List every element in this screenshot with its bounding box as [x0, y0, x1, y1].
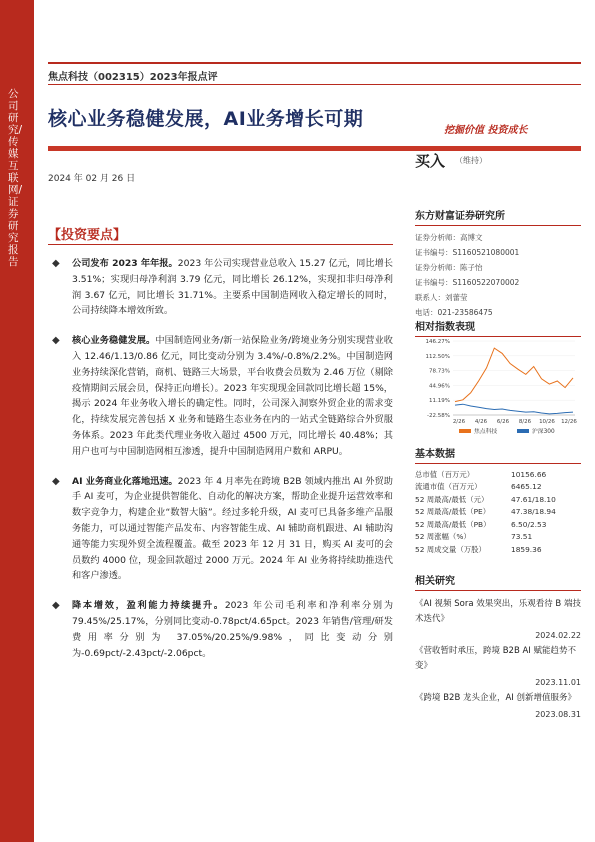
- basic-data-value: 10156.66: [511, 469, 547, 479]
- related-research-link[interactable]: 《跨境 B2B 龙头企业，AI 创新增值服务》: [415, 693, 576, 703]
- chart-legend-swatch: [459, 429, 471, 433]
- analyst-line: 证券分析师：高博文: [415, 233, 483, 242]
- basic-data-value: 6465.12: [511, 482, 542, 492]
- chart-x-tick-label: 6/26: [496, 419, 510, 425]
- basic-data-row: [415, 481, 581, 494]
- point-lead: 降本增效，盈利能力持续提升。: [72, 600, 225, 612]
- related-research-rule: [415, 590, 581, 591]
- chart-y-tick-label: -22.58%: [427, 413, 450, 419]
- point-body: 2023 年 4 月率先在跨境 B2B 领域内推出 AI 外贸助手 AI 麦可，为企业提供智能化、自动化的解决方案，帮助企业提升运营效率和数字竞争力，构建企业“数智大脑”。经过多轮升级，AI 麦可已具备多维产品服务能力，可以通过智能产品发布、内容智能生成、AI 辅助商机跟进、AI 辅助沟通等能力实现外贸全流程覆盖。截至 2023 年 12 月 31 日，购买 AI 麦可的会员数约 4000 位，现金回款超过 2000 万元。2024 年 AI 业务将持续助推迭代和客户渗透。: [72, 475, 393, 582]
- basic-data-key: 总市值（百万元）: [415, 469, 475, 479]
- sidebar: [0, 0, 34, 842]
- chart-x-tick-label: 8/26: [518, 419, 532, 425]
- basic-data-value: 6.50/2.53: [511, 519, 547, 529]
- basic-data-key: 52 周成交量（万股）: [415, 544, 486, 554]
- analyst-line: 证券分析师：陈子怡: [415, 263, 483, 272]
- rating-note: （维持）: [455, 156, 487, 165]
- related-research-date: 2024.02.22: [535, 631, 581, 640]
- basic-data-row: [415, 543, 581, 556]
- slogan: 挖掘价值 投资成长: [444, 125, 528, 136]
- investment-points-heading: 【投资要点】: [48, 228, 127, 243]
- diamond-bullet-icon: ◆: [52, 600, 60, 612]
- point-body: 2023 年公司实现营业总收入 15.27 亿元，同比增长 3.51%；实现归母净利润 3.79 亿元，同比增长 26.12%，实现扣非归母净利润 3.67 亿元，同比增长 31.71%。主要系中国制造网收入稳定增长的同时，公司持续降本增效所致。: [72, 258, 393, 317]
- basic-data-key: 52 周涨幅（%）: [415, 532, 471, 542]
- basic-data-key: 52 周最高/最低（元）: [415, 494, 489, 504]
- analyst-line: 证书编号：S1160521080001: [415, 248, 520, 257]
- basic-data-row: [415, 493, 581, 506]
- point-lead: AI 业务商业化落地迅速。: [72, 475, 178, 487]
- rating-label: 买入: [415, 152, 446, 170]
- investment-points: [48, 256, 393, 661]
- institute-panel: [415, 207, 581, 320]
- related-research-link[interactable]: 《AI 视频 Sora 效果突出，乐观看待 B 端技术迭代》: [415, 599, 581, 624]
- chart-section-title: 相对指数表现: [415, 322, 475, 333]
- accent-rule: [48, 146, 581, 151]
- page-title: 核心业务稳健发展，AI业务增长可期: [48, 108, 364, 130]
- diamond-bullet-icon: ◆: [52, 335, 60, 347]
- basic-data-row: [415, 518, 581, 531]
- chart-legend-label: 焦点科技: [474, 429, 498, 435]
- related-research-panel: [415, 572, 581, 723]
- point-lead: 核心业务稳健发展。: [72, 335, 156, 347]
- top-rule: [48, 62, 581, 64]
- related-research-date: 2023.08.31: [535, 710, 581, 719]
- chart-legend-label: 沪深300: [532, 429, 555, 435]
- basic-data-value: 47.61/18.10: [511, 494, 556, 504]
- basic-data-title: 基本数据: [415, 449, 455, 460]
- sidebar-category: 公司研究/传媒互联网/证券研究报告: [8, 88, 23, 268]
- analyst-line: 电话：021-23586475: [415, 308, 493, 317]
- chart-y-tick-label: 112.50%: [425, 353, 450, 360]
- point-body: 中国制造网业务/新一站保险业务/跨境业务分别实现营业收入 12.46/1.13/0.86 亿元，同比变动分别为 3.4%/-0.8%/2.2%。中国制造网业务持续深化营销，商机、链路三大场景，平台收费会员数为 2.46 万位（剔除疫情期间云展会员，保持正向增长）。2023 年实现现金回款同比增长超 15%，揭示 2024 年业务收入增长的确定性。同时，公司深入洞察外贸企业的需求变化，持续发展完善包括 X 业务和链路生态业务在内的一站式全链路综合外贸服务体系。2023 年此类代理业务收入超过 4500 万元，同比增长 40.48%；其用户也可与中国制造网相互渗透，提升中国制造网用户数和 ARPU。: [72, 335, 393, 457]
- related-research-date: 2023.11.01: [535, 678, 581, 687]
- report-date: 2024 年 02 月 26 日: [48, 174, 136, 184]
- basic-data-key: 流通市值（百万元）: [415, 482, 482, 492]
- chart-y-tick-label: 11.19%: [429, 398, 450, 405]
- chart-x-tick-label: 2/26: [452, 419, 466, 425]
- point-item: [48, 474, 393, 585]
- basic-data-key: 52 周最高/最低（PB）: [415, 519, 491, 529]
- chart-x-tick-label: 10/26: [539, 419, 555, 425]
- analyst-line: 联系人：刘蕾莹: [415, 293, 468, 302]
- related-research-title: 相关研究: [415, 576, 455, 587]
- point-lead: 公司发布 2023 年年报。: [72, 258, 178, 269]
- point-item: [48, 333, 393, 459]
- basic-data-panel: [415, 445, 581, 556]
- chart-x-tick-label: 12/26: [561, 419, 577, 425]
- point-item: [48, 256, 393, 319]
- basic-data-value: 73.51: [511, 532, 533, 542]
- chart-y-tick-label: 146.27%: [425, 339, 450, 345]
- chart-y-tick-label: 44.96%: [429, 383, 450, 390]
- report-header: 焦点科技（002315）2023年报点评: [48, 72, 218, 83]
- point-item: [48, 598, 393, 661]
- chart-series-line: [455, 404, 573, 414]
- institute-name: 东方财富证券研究所: [415, 211, 505, 222]
- points-rule: [48, 244, 393, 245]
- chart-y-tick-label: 78.73%: [429, 368, 450, 375]
- chart-svg: [415, 333, 581, 441]
- analyst-line: 证书编号：S1160522070002: [415, 278, 520, 287]
- basic-data-value: 47.38/18.94: [511, 507, 556, 517]
- chart-x-tick-label: 4/26: [474, 419, 488, 425]
- chart-legend-swatch: [517, 429, 529, 433]
- basic-data-key: 52 周最高/最低（PE）: [415, 507, 491, 517]
- basic-data-row: [415, 506, 581, 519]
- basic-data-rule: [415, 463, 581, 464]
- basic-data-row: [415, 468, 581, 481]
- point-body: 2023 年公司毛利率和净利率分别为 79.45%/25.17%，分别同比变动-0.78pct/4.65pct。2023 年销售/管理/研发费用率分别为 37.05%/20.25%/9.98%，同比变动分别为-0.69pct/-2.43pct/-2.06pct。: [72, 600, 394, 659]
- diamond-bullet-icon: ◆: [52, 258, 60, 269]
- basic-data-row: [415, 531, 581, 544]
- header-rule: [48, 84, 581, 85]
- relative-index-chart: [415, 333, 581, 441]
- related-research-link[interactable]: 《营收暂时承压，跨境 B2B AI 赋能趋势不变》: [415, 646, 576, 671]
- basic-data-value: 1859.36: [511, 544, 542, 554]
- diamond-bullet-icon: ◆: [52, 475, 60, 487]
- institute-rule: [415, 225, 581, 226]
- chart-series-line: [455, 348, 573, 402]
